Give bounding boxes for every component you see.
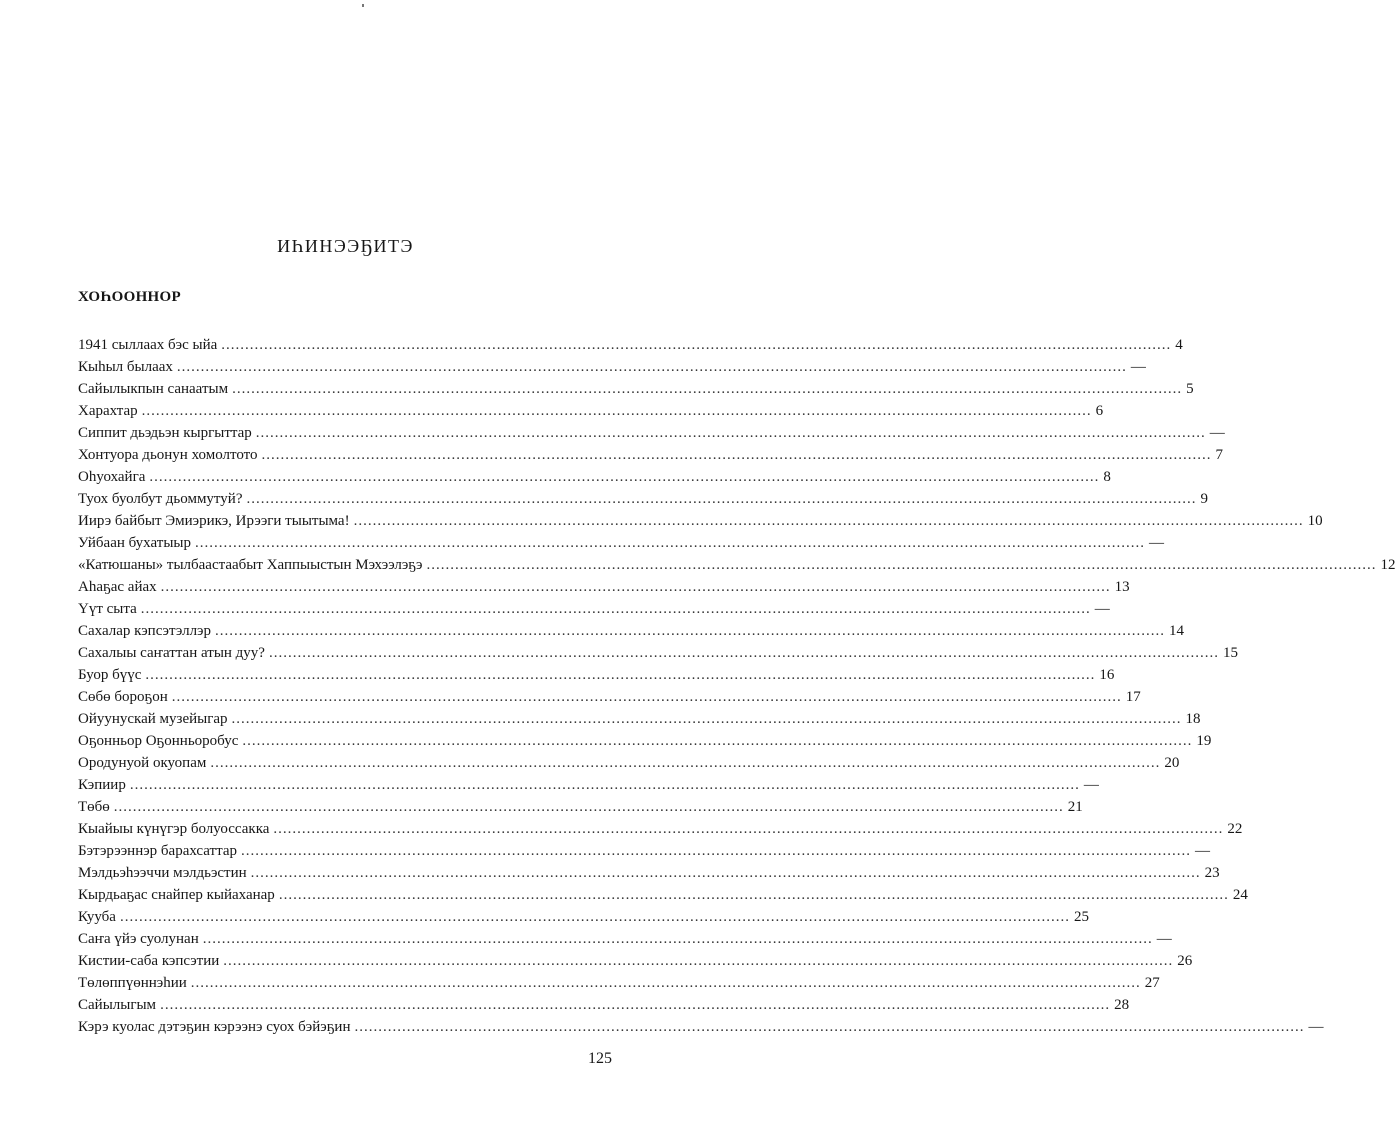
table-of-contents <box>78 332 1395 1036</box>
toc-entry <box>78 574 1130 596</box>
toc-entry-page: 23 <box>1204 865 1220 881</box>
toc-entry-title: Иирэ байбыт Эмиэрикэ, Ирээги тыытыма! <box>78 513 350 529</box>
toc-entry-title: Буор бүүс <box>78 667 142 683</box>
toc-entry-title: Кэрэ куолас дэтэҕин кэрээнэ суох бэйэҕин <box>78 1019 351 1035</box>
toc-entry-title: Харахтар <box>78 403 138 419</box>
toc-entry-title: Кыһыл былаах <box>78 359 173 375</box>
toc-entry <box>78 1014 1324 1036</box>
dot-leader: ........................................................................................................................................................................................................ <box>129 777 1080 793</box>
toc-entry-page: 24 <box>1232 887 1248 903</box>
toc-entry-page: — <box>1130 359 1146 375</box>
toc-entry-title: Үүт сыта <box>78 601 137 617</box>
toc-entry-page: — <box>1209 425 1225 441</box>
toc-entry-page: 12 <box>1380 557 1395 573</box>
toc-entry <box>78 530 1164 552</box>
toc-entry <box>78 838 1210 860</box>
toc-entry-page: 7 <box>1215 447 1224 463</box>
toc-entry <box>78 464 1111 486</box>
toc-entry <box>78 926 1172 948</box>
toc-entry-title: Кууба <box>78 909 116 925</box>
print-speck <box>362 4 364 7</box>
toc-entry-title: Хонтуора дьонун хомолтото <box>78 447 258 463</box>
toc-entry <box>78 750 1180 772</box>
toc-entry-title: Кэпиир <box>78 777 126 793</box>
toc-entry-title: Уйбаан бухатыыр <box>78 535 191 551</box>
toc-entry-title: Сахалар кэпсэтэллэр <box>78 623 211 639</box>
toc-entry <box>78 816 1243 838</box>
dot-leader: ........................................................................................................................................................................................................ <box>426 557 1377 573</box>
toc-entry <box>78 860 1220 882</box>
toc-entry-title: Сахалыы саҥаттан атын дуу? <box>78 645 265 661</box>
toc-entry-page: 26 <box>1177 953 1193 969</box>
toc-entry-page: 15 <box>1222 645 1238 661</box>
toc-entry-page: — <box>1308 1019 1324 1035</box>
page-heading: ИҺИНЭЭҔИТЭ <box>277 236 414 256</box>
toc-entry <box>78 882 1248 904</box>
dot-leader: ........................................................................................................................................................................................................ <box>273 821 1224 837</box>
toc-entry <box>78 662 1115 684</box>
dot-leader: ........................................................................................................................................................................................................ <box>210 755 1161 771</box>
toc-entry-title: Кыайыы күнүгэр болуоссакка <box>78 821 270 837</box>
toc-entry-title: «Катюшаны» тылбаастаабыт Хаппыыстын Мэхээлэҕэ <box>78 557 423 573</box>
toc-entry-page: 8 <box>1103 469 1111 485</box>
toc-entry-page: 25 <box>1073 909 1089 925</box>
section-heading: ХОҺООННОР <box>78 289 181 305</box>
toc-entry-page: 13 <box>1114 579 1130 595</box>
toc-entry-page: 28 <box>1114 997 1130 1013</box>
dot-leader: ........................................................................................................................................................................................................ <box>255 425 1206 441</box>
toc-entry-title: Туох буолбут дьоммутуй? <box>78 491 243 507</box>
toc-entry-page: 10 <box>1307 513 1323 529</box>
toc-entry-page: 5 <box>1186 381 1194 397</box>
toc-entry <box>78 970 1160 992</box>
toc-entry <box>78 420 1225 442</box>
dot-leader: ........................................................................................................................................................................................................ <box>160 997 1111 1013</box>
toc-entry-page: — <box>1083 777 1099 793</box>
dot-leader: ........................................................................................................................................................................................................ <box>145 667 1096 683</box>
toc-entry <box>78 508 1323 530</box>
dot-leader: ........................................................................................................................................................................................................ <box>241 843 1191 859</box>
toc-entry-page: 27 <box>1144 975 1160 991</box>
dot-leader: ........................................................................................................................................................................................................ <box>353 513 1304 529</box>
toc-entry-page: 14 <box>1169 623 1184 639</box>
toc-entry-title: Төлөппүөннэһии <box>78 975 187 991</box>
toc-entry <box>78 992 1130 1014</box>
toc-entry-title: Мэлдьэһээччи мэлдьэстин <box>78 865 247 881</box>
toc-entry-page: 19 <box>1196 733 1212 749</box>
toc-entry-title: Ородунуой окуопам <box>78 755 207 771</box>
toc-entry <box>78 728 1212 750</box>
toc-entry <box>78 618 1184 640</box>
dot-leader: ........................................................................................................................................................................................................ <box>242 733 1193 749</box>
toc-entry-page: 16 <box>1099 667 1115 683</box>
toc-entry <box>78 772 1099 794</box>
dot-leader: ........................................................................................................................................................................................................ <box>268 645 1219 661</box>
toc-entry-title: Бэтэрээннэр барахсаттар <box>78 843 237 859</box>
toc-entry <box>78 442 1224 464</box>
dot-leader: ........................................................................................................................................................................................................ <box>215 623 1165 639</box>
toc-entry <box>78 684 1141 706</box>
dot-leader: ........................................................................................................................................................................................................ <box>141 403 1092 419</box>
page-number: 125 <box>588 1050 612 1067</box>
toc-entry-page: 22 <box>1227 821 1243 837</box>
toc-entry-page: — <box>1156 931 1172 947</box>
toc-entry <box>78 596 1110 618</box>
toc-entry <box>78 706 1201 728</box>
toc-entry <box>78 794 1083 816</box>
dot-leader: ........................................................................................................................................................................................................ <box>232 381 1183 397</box>
dot-leader: ........................................................................................................................................................................................................ <box>160 579 1111 595</box>
dot-leader: ........................................................................................................................................................................................................ <box>149 469 1100 485</box>
toc-entry-title: Сөбө бороҕон <box>78 689 168 705</box>
dot-leader: ........................................................................................................................................................................................................ <box>250 865 1201 881</box>
toc-entry-page: — <box>1195 843 1210 859</box>
dot-leader: ........................................................................................................................................................................................................ <box>231 711 1182 727</box>
toc-entry-page: 20 <box>1164 755 1180 771</box>
dot-leader: ........................................................................................................................................................................................................ <box>223 953 1174 969</box>
dot-leader: ........................................................................................................................................................................................................ <box>113 799 1064 815</box>
toc-entry-page: 17 <box>1125 689 1141 705</box>
toc-entry-page: 18 <box>1185 711 1201 727</box>
dot-leader: ........................................................................................................................................................................................................ <box>221 337 1172 353</box>
toc-entry-title: Саҥа үйэ суолунан <box>78 931 199 947</box>
dot-leader: ........................................................................................................................................................................................................ <box>354 1019 1305 1035</box>
toc-entry-page: 9 <box>1200 491 1208 507</box>
dot-leader: ........................................................................................................................................................................................................ <box>261 447 1212 463</box>
toc-entry <box>78 904 1089 926</box>
toc-entry <box>78 486 1208 508</box>
toc-entry-page: — <box>1094 601 1110 617</box>
toc-entry <box>78 398 1104 420</box>
toc-entry <box>78 354 1146 376</box>
dot-leader: ........................................................................................................................................................................................................ <box>140 601 1091 617</box>
toc-entry-title: Сиппит дьэдьэн кыргыттар <box>78 425 252 441</box>
toc-entry-title: Оһуохайга <box>78 469 146 485</box>
toc-entry-title: Кырдьаҕас снайпер кыйаханар <box>78 887 275 903</box>
dot-leader: ........................................................................................................................................................................................................ <box>190 975 1141 991</box>
toc-entry-title: Оҕонньор Оҕонньоробус <box>78 733 239 749</box>
dot-leader: ........................................................................................................................................................................................................ <box>176 359 1127 375</box>
toc-entry-page: 6 <box>1095 403 1104 419</box>
toc-entry <box>78 552 1395 574</box>
toc-entry <box>78 640 1238 662</box>
toc-entry <box>78 948 1193 970</box>
toc-entry-title: Кистии-саба кэпсэтии <box>78 953 220 969</box>
dot-leader: ........................................................................................................................................................................................................ <box>171 689 1122 705</box>
dot-leader: ........................................................................................................................................................................................................ <box>202 931 1153 947</box>
toc-entry-page: — <box>1148 535 1164 551</box>
dot-leader: ........................................................................................................................................................................................................ <box>278 887 1229 903</box>
toc-entry-title: 1941 сыллаах бэс ыйа <box>78 337 218 353</box>
toc-entry <box>78 332 1183 354</box>
dot-leader: ........................................................................................................................................................................................................ <box>119 909 1070 925</box>
toc-entry-title: Төбө <box>78 799 110 815</box>
toc-entry-title: Сайылыгым <box>78 997 157 1013</box>
toc-entry-title: Аһаҕас айах <box>78 579 157 595</box>
toc-entry-title: Сайылыкпын санаатым <box>78 381 229 397</box>
dot-leader: ........................................................................................................................................................................................................ <box>246 491 1197 507</box>
toc-entry-page: 21 <box>1067 799 1083 815</box>
toc-entry <box>78 376 1194 398</box>
toc-entry-title: Ойуунускай музейыгар <box>78 711 228 727</box>
dot-leader: ........................................................................................................................................................................................................ <box>194 535 1145 551</box>
toc-entry-page: 4 <box>1175 337 1183 353</box>
